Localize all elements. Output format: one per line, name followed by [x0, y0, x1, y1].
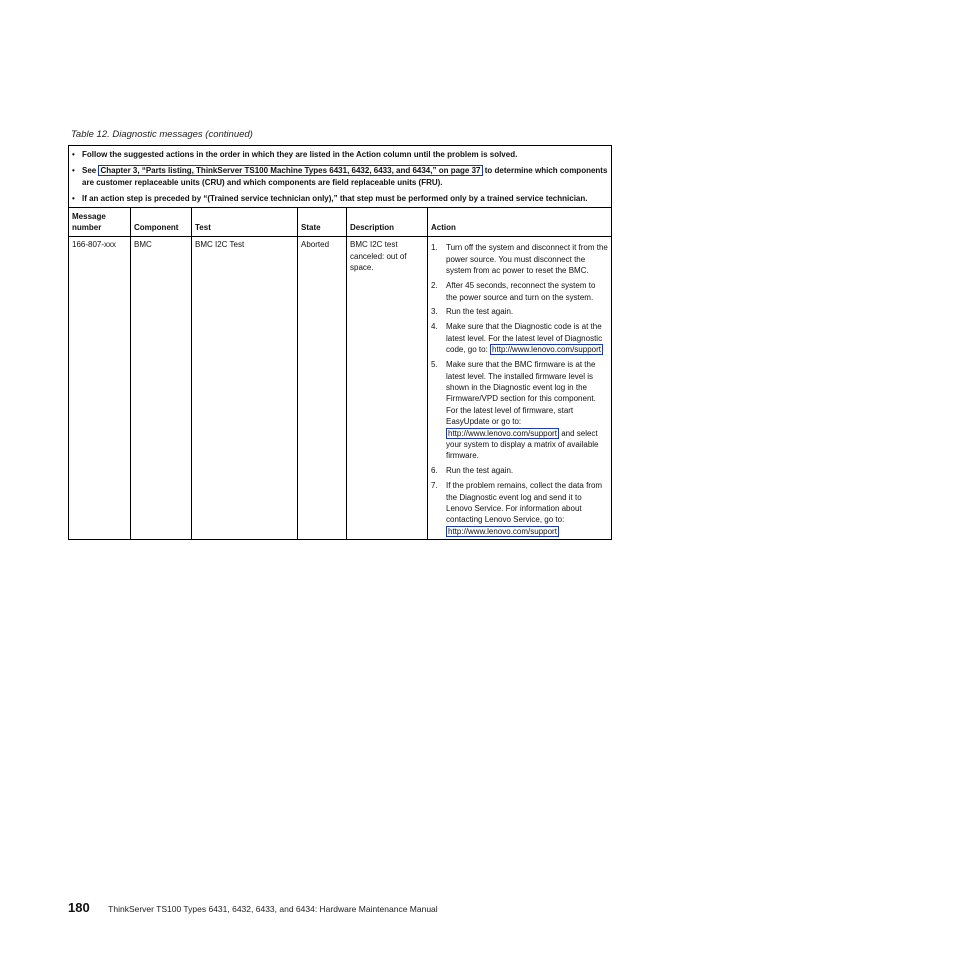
cell-component: BMC: [131, 237, 192, 540]
step-text: After 45 seconds, reconnect the system to the power source and turn on the system.: [446, 281, 596, 302]
note-text: See: [82, 166, 97, 176]
cell-action: [428, 237, 612, 540]
step-number: 2.: [431, 281, 438, 291]
chapter-3-link[interactable]: Chapter 3, “Parts listing, ThinkServer TS100 Machine Types 6431, 6432, 6433, and 6434,” on page 37: [100, 166, 481, 176]
header-state: State: [298, 207, 347, 237]
bullet-icon: •: [72, 166, 75, 176]
action-step: [431, 465, 608, 476]
bullet-icon: •: [72, 150, 75, 159]
step-text: and select your system to display a matrix of available firmware.: [446, 428, 599, 461]
page-number: 180: [68, 900, 90, 915]
diagnostic-messages-table: [68, 145, 612, 540]
action-step: [431, 280, 608, 303]
action-step: [431, 480, 608, 537]
header-component: Component: [131, 207, 192, 237]
step-text: Make sure that the Diagnostic code is at the latest level. For the latest level of Diagnostic code, go to:: [446, 322, 603, 355]
note-text: If an action step is preceded by “(Trained service technician only),” that step must be performed only by a trained service technician.: [82, 194, 588, 204]
note-text: Follow the suggested actions in the order in which they are listed in the Action column until the problem is solved.: [82, 150, 518, 159]
cell-message-number: 166-807-xxx: [69, 237, 131, 540]
step-text: Run the test again.: [446, 466, 514, 476]
step-number: 7.: [431, 481, 438, 491]
step-number: 5.: [431, 360, 438, 370]
header-row: [69, 207, 612, 237]
header-text: Message: [72, 211, 106, 221]
support-link[interactable]: http://www.lenovo.com/support: [492, 345, 601, 355]
cell-state: Aborted: [298, 237, 347, 540]
note-text: to determine which components are customer replaceable units (CRU) and which components are field replaceable units (FRU).: [82, 166, 608, 187]
action-step: [431, 321, 608, 355]
table-caption: Table 12. Diagnostic messages (continued): [71, 129, 253, 140]
note-item: [72, 193, 608, 204]
action-step: [431, 359, 608, 462]
cell-description: BMC I2C test canceled: out of space.: [347, 237, 428, 540]
step-text: If the problem remains, collect the data from the Diagnostic event log and send it to Lenovo Service. For information about contacting Lenovo Service, go to:: [446, 481, 603, 525]
action-steps: [431, 242, 608, 537]
support-link[interactable]: http://www.lenovo.com/support: [448, 428, 557, 438]
header-message-number: [69, 207, 131, 237]
notes-row: [69, 146, 612, 208]
action-step: [431, 242, 608, 276]
support-link[interactable]: http://www.lenovo.com/support: [448, 526, 557, 536]
notes-cell: [69, 146, 612, 208]
note-item: [72, 149, 608, 160]
step-text: Make sure that the BMC firmware is at the latest level. The installed firmware level is shown in the Diagnostic event log in the Firmware/VPD section for this component. For the latest level of firmware, start EasyUpdate or go to:: [446, 360, 596, 427]
step-number: 6.: [431, 466, 438, 476]
step-text: Run the test again.: [446, 307, 514, 317]
step-text: Turn off the system and disconnect it from the power source. You must disconnect the system from ac power to reset the BMC.: [446, 243, 608, 276]
action-step: [431, 306, 608, 317]
bullet-icon: •: [72, 194, 75, 204]
cell-test: BMC I2C Test: [192, 237, 298, 540]
manual-title: ThinkServer TS100 Types 6431, 6432, 6433, and 6434: Hardware Maintenance Manual: [108, 904, 438, 914]
table-row: [69, 237, 612, 540]
header-description: Description: [347, 207, 428, 237]
header-action: Action: [428, 207, 612, 237]
header-text: number: [72, 223, 102, 233]
step-number: 3.: [431, 307, 438, 317]
note-item: [72, 165, 608, 188]
step-number: 1.: [431, 243, 438, 253]
step-number: 4.: [431, 322, 438, 332]
header-test: Test: [192, 207, 298, 237]
page-footer: [68, 899, 438, 917]
